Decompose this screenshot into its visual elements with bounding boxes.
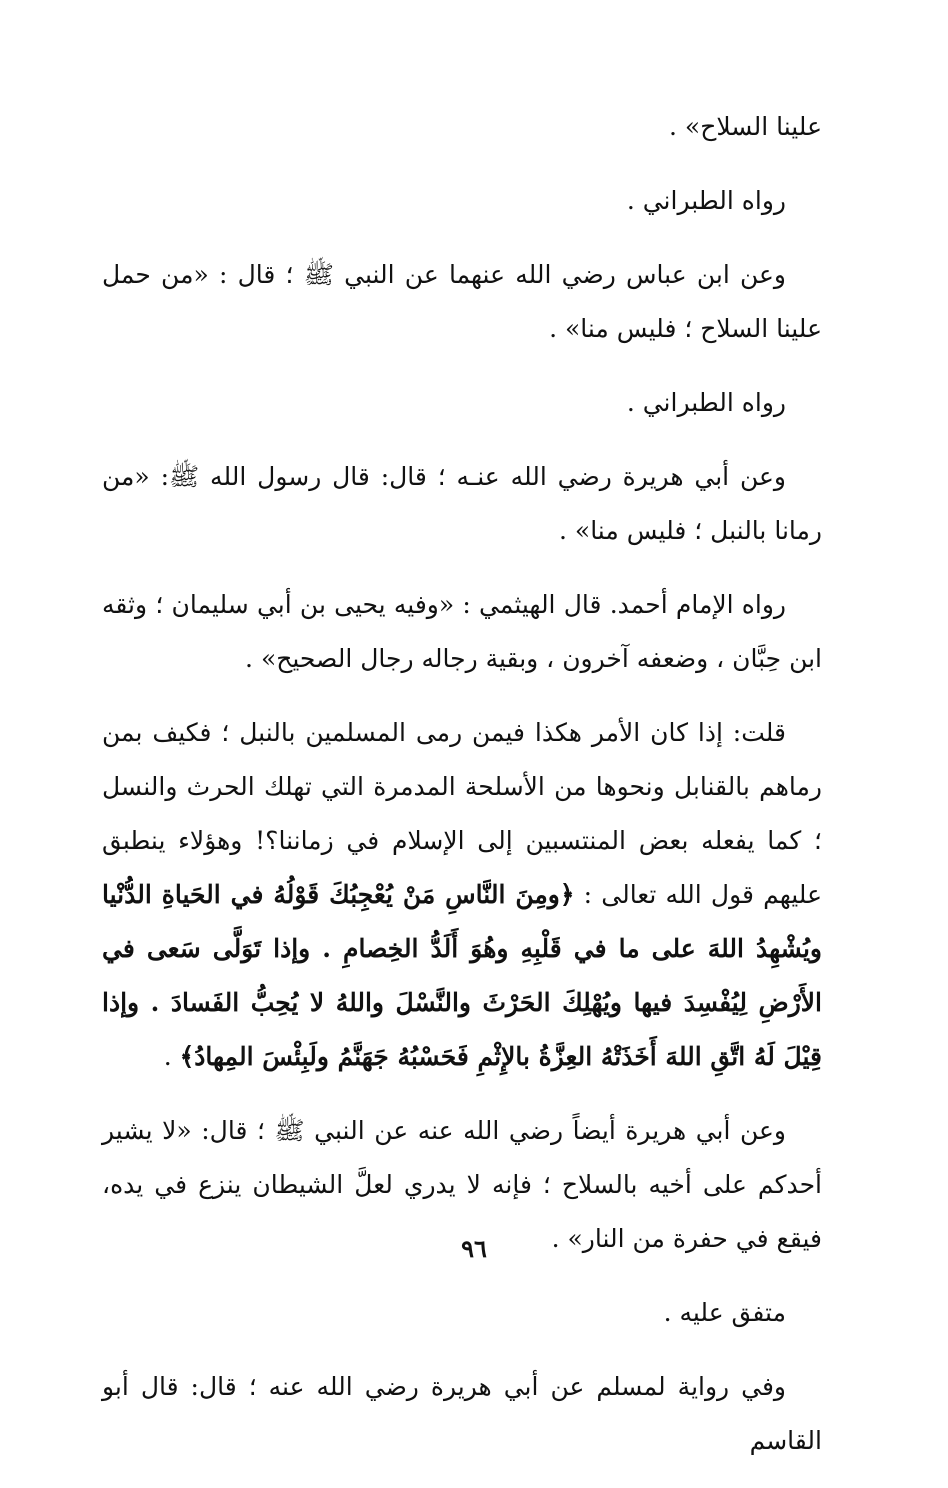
paragraph-source-tabarani-2: رواه الطبراني . (626, 388, 786, 417)
page-body (102, 100, 822, 1488)
paragraph-hadith-end: علينا السلاح» . (669, 112, 822, 141)
paragraph-source-tabarani-1: رواه الطبراني . (626, 186, 786, 215)
paragraph-source-ahmad: رواه الإمام أحمد. قال الهيثمي : «وفيه يحيى بن أبي سليمان ؛ وثقه ابن حِبَّان ، وضعفه آخرون ، وبقية رجاله رجال الصحيح» . (102, 590, 822, 673)
paragraph-hadith-abu-hurayra-1: وعن أبي هريرة رضي الله عنـه ؛ قال: قال رسول الله ﷺ: «من رمانا بالنبل ؛ فليس منا» . (102, 462, 822, 545)
paragraph-source-muttafaq: متفق عليه . (663, 1298, 786, 1327)
paragraph-hadith-abu-hurayra-2: وعن أبي هريرة أيضاً رضي الله عنه عن النبي ﷺ ؛ قال: «لا يشير أحدكم على أخيه بالسلاح ؛ فإنه لا يدري لعلَّ الشيطان ينزع في يده، فيقع في حفرة من النار» . (102, 1116, 822, 1253)
paragraph-hadith-ibn-abbas: وعن ابن عباس رضي الله عنهما عن النبي ﷺ ؛ قال : «من حمل علينا السلاح ؛ فليس منا» . (102, 260, 822, 343)
commentary-end: . (163, 1042, 180, 1071)
commentary-intro: قلت: إذا كان الأمر هكذا فيمن رمى المسلمين بالنبل ؛ فكيف بمن رماهم بالقنابل ونحوها من الأسلحة المدمرة التي تهلك الحرث والنسل ؛ كما يفعله بعض المنتسبين إلى الإسلام في زماننا؟! وهؤلاء ينطبق عليهم قول الله تعالى : (102, 718, 822, 909)
paragraph-commentary (102, 706, 822, 1084)
page-number: ٩٦ (461, 1234, 487, 1263)
paragraph-muslim-narration: وفي رواية لمسلم عن أبي هريرة رضي الله عنه ؛ قال: قال أبو القاسم (102, 1372, 822, 1455)
quran-verse: ﴿ومِنَ النَّاسِ مَنْ يُعْجِبُكَ قَوْلُهُ في الحَياةِ الدُّنْيا ويُشْهِدُ اللهَ على ما في قَلْبِهِ وهُوَ أَلَدُّ الخِصامِ . وإذا تَوَلَّى سَعى في الأَرْضِ لِيُفْسِدَ فيها ويُهْلِكَ الحَرْثَ والنَّسْلَ واللهُ لا يُحِبُّ الفَسادَ . وإذا قِيْلَ لَهُ اتَّقِ اللهَ أَخَذَتْهُ العِزَّةُ بالإِثْمِ فَحَسْبُهُ جَهَنَّمُ ولَبِئْسَ المِهادُ﴾ (102, 880, 822, 1071)
